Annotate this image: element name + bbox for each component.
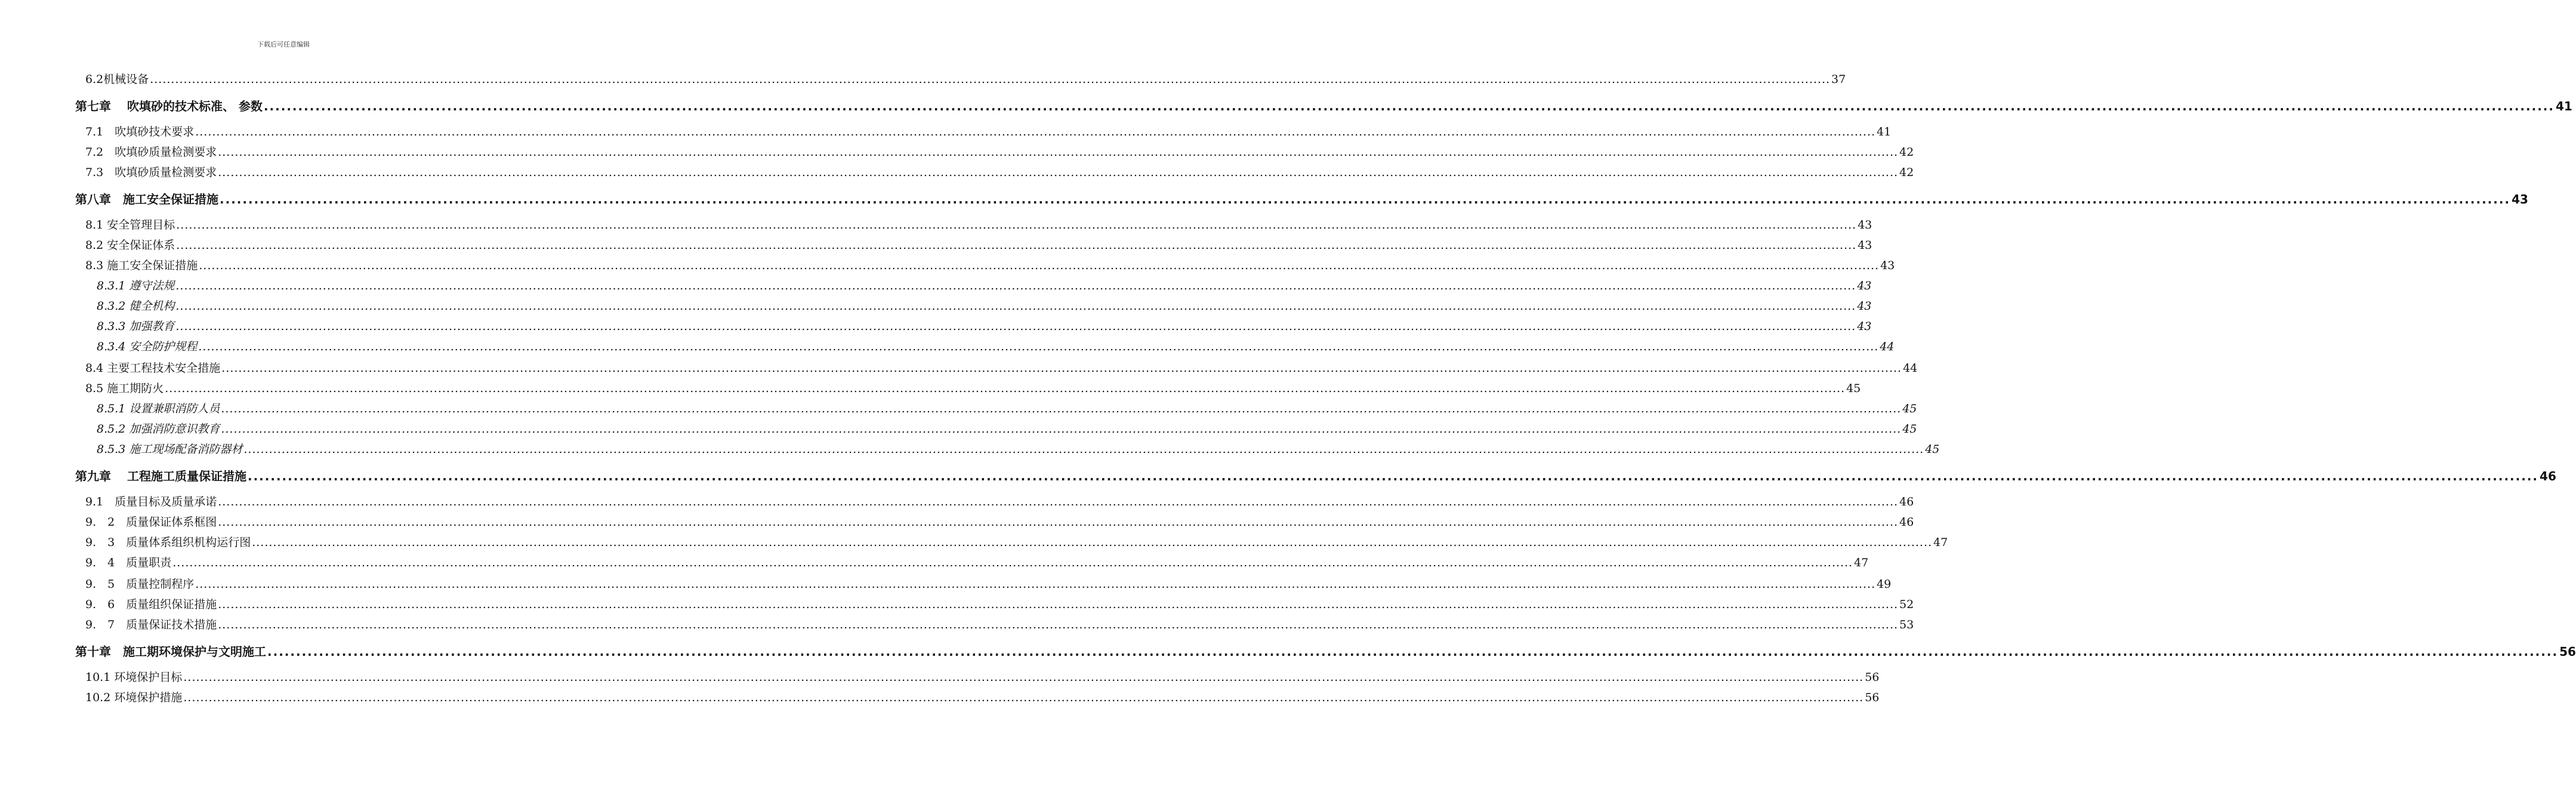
toc-subsection-entry[interactable] xyxy=(97,440,1940,456)
toc-section-entry[interactable] xyxy=(85,596,1914,612)
toc-entry-page-number: 56 xyxy=(2559,644,2576,659)
toc-entry-page-number: 42 xyxy=(1899,166,1914,179)
toc-subsection-entry[interactable] xyxy=(97,400,1917,416)
toc-entry-page-number: 43 xyxy=(1857,320,1872,333)
toc-subsection-entry[interactable] xyxy=(97,277,1872,293)
toc-entry-page-number: 43 xyxy=(1857,300,1872,313)
toc-dot-leader: ................................................................................................................................................................................................................................................................................................................................................................................................................ xyxy=(183,671,1864,684)
toc-section-entry[interactable] xyxy=(85,359,1918,375)
toc-entry-page-number: 43 xyxy=(1880,259,1895,272)
toc-entry-label: 9. 6 质量组织保证措施 xyxy=(85,598,217,611)
toc-entry-label: 10.1 环境保护目标 xyxy=(85,671,183,684)
toc-entry-label: 10.2 环境保护措施 xyxy=(85,691,183,704)
toc-entry-page-number: 46 xyxy=(2540,469,2556,483)
toc-dot-leader: ................................................................................................................................................................................................................................................................................................................................................................................................................ xyxy=(243,443,1924,456)
toc-section-entry[interactable] xyxy=(85,554,1869,570)
header-note: 下载后可任意编辑 xyxy=(257,41,310,48)
toc-entry-page-number: 45 xyxy=(1902,402,1917,415)
toc-entry-page-number: 47 xyxy=(1933,536,1948,549)
toc-dot-leader: ................................................................................................................................................................................................................................................................................................................................................................................................................ xyxy=(195,578,1876,591)
toc-entry-page-number: 45 xyxy=(1902,422,1917,436)
toc-section-entry[interactable] xyxy=(85,380,1861,396)
toc-dot-leader: ................................................................................................................................................................................................................................................................................................................................................................................................................ xyxy=(218,598,1899,611)
toc-entry-label: 第七章 吹填砂的技术标准、 参数 xyxy=(75,99,263,113)
toc-entry-page-number: 45 xyxy=(1846,382,1861,395)
toc-entry-page-number: 41 xyxy=(1877,125,1892,138)
toc-section-entry[interactable] xyxy=(85,123,1892,139)
toc-subsection-entry[interactable] xyxy=(97,317,1872,334)
toc-dot-leader: ................................................................................................................................................................................................................................................................................................................................................................................................................ xyxy=(221,402,1902,415)
toc-section-entry[interactable] xyxy=(85,143,1914,159)
toc-entry-page-number: 43 xyxy=(2512,192,2528,206)
toc-dot-leader: ................................................................................................................................................................................................................................................................................................................................................................................................................ xyxy=(175,300,1856,313)
toc-section-entry[interactable] xyxy=(85,257,1895,273)
toc-dot-leader: ................................................................................................................................................................................................................................................................................................................................................................................................................ xyxy=(195,125,1876,138)
toc-entry-page-number: 49 xyxy=(1877,578,1892,591)
toc-dot-leader: ................................................................................................................................................................................................................................................................................................................................................................................................................ xyxy=(199,259,1880,272)
toc-entry-label: 8.5 施工期防火 xyxy=(85,382,164,395)
toc-subsection-entry[interactable] xyxy=(97,297,1872,313)
toc-dot-leader: ................................................................................................................................................................................................................................................................................................................................................................................................................ xyxy=(218,166,1899,179)
toc-dot-leader: ................................................................................................................................................................................................................................................................................................................................................................................................................ xyxy=(175,279,1856,292)
toc-entry-label: 6.2机械设备 xyxy=(85,73,149,86)
toc-entry-page-number: 46 xyxy=(1899,495,1914,508)
toc-entry-label: 第十章 施工期环境保护与文明施工 xyxy=(75,644,266,659)
toc-section-entry[interactable] xyxy=(85,616,1914,632)
toc-entry-label: 8.3.2 健全机构 xyxy=(97,300,175,313)
toc-entry-label: 7.3 吹填砂质量检测要求 xyxy=(85,166,217,179)
toc-dot-leader: ................................................................................................................................................................................................................................................................................................................................................................................................................ xyxy=(252,536,1933,549)
toc-entry-label: 8.4 主要工程技术安全措施 xyxy=(85,362,221,375)
toc-chapter-entry[interactable] xyxy=(75,97,2572,114)
toc-dot-leader: ................................................................................................................................................................................................................................................................................................................................................................................................................ xyxy=(183,691,1864,704)
toc-entry-label: 8.2 安全保证体系 xyxy=(85,239,175,252)
toc-dot-leader: ................................................................................................................................................................................................................................................................................................................................................................................................................ xyxy=(175,320,1856,333)
toc-dot-leader: ................................................................................................................................................................................................................................................................................................................................................................................................................ xyxy=(218,146,1899,159)
toc-dot-leader: ................................................................................................................................................................................................................................................................................................................................................................................................................ xyxy=(176,239,1857,252)
toc-section-entry[interactable] xyxy=(85,668,1880,684)
toc-entry-label: 8.3.4 安全防护规程 xyxy=(97,340,198,353)
toc-entry-page-number: 53 xyxy=(1899,618,1914,631)
toc-dot-leader: ................................................................................................................................................................................................................................................................................................................................................................................................................ xyxy=(165,382,1846,395)
toc-chapter-entry[interactable] xyxy=(75,190,2528,207)
toc-section-entry[interactable] xyxy=(85,513,1914,529)
toc-entry-page-number: 43 xyxy=(1858,218,1872,232)
toc-section-entry[interactable] xyxy=(85,236,1872,252)
toc-entry-page-number: 45 xyxy=(1925,443,1940,456)
toc-entry-page-number: 43 xyxy=(1858,239,1872,252)
toc-dot-leader: ................................................................................................................................................................................................................................................................................................................................................................................................................ xyxy=(172,556,1853,569)
toc-section-entry[interactable] xyxy=(85,70,1846,87)
toc-section-entry[interactable] xyxy=(85,689,1880,705)
toc-entry-page-number: 44 xyxy=(1903,362,1918,375)
toc-entry-label: 9. 4 质量职责 xyxy=(85,556,172,569)
toc-chapter-entry[interactable] xyxy=(75,642,2576,659)
toc-dot-leader: ................................................................................................................................................................................................................................................................................................................................................................................................................ xyxy=(218,516,1899,529)
toc-dot-leader: ................................................................................................................................................................................................................................................................................................................................................................................................................ xyxy=(176,218,1857,232)
toc-dot-leader: ................................................................................................................................................................................................................................................................................................................................................................................................................ xyxy=(218,495,1899,508)
toc-subsection-entry[interactable] xyxy=(97,420,1917,436)
toc-dot-leader: ................................................................................................................................................................................................................................................................................................................................................................................................................ xyxy=(263,99,2555,113)
toc-entry-label: 8.5.2 加强消防意识教育 xyxy=(97,422,220,436)
toc-dot-leader: ................................................................................................................................................................................................................................................................................................................................................................................................................ xyxy=(218,618,1899,631)
toc-entry-page-number: 42 xyxy=(1899,146,1914,159)
toc-entry-label: 9. 7 质量保证技术措施 xyxy=(85,618,217,631)
toc-dot-leader: ................................................................................................................................................................................................................................................................................................................................................................................................................ xyxy=(198,340,1879,353)
toc-entry-label: 8.3 施工安全保证措施 xyxy=(85,259,198,272)
toc-entry-label: 第八章 施工安全保证措施 xyxy=(75,192,218,206)
toc-section-entry[interactable] xyxy=(85,493,1914,509)
toc-entry-label: 8.5.3 施工现场配备消防器材 xyxy=(97,443,243,456)
toc-dot-leader: ................................................................................................................................................................................................................................................................................................................................................................................................................ xyxy=(220,192,2511,206)
toc-dot-leader: ................................................................................................................................................................................................................................................................................................................................................................................................................ xyxy=(221,362,1902,375)
toc-subsection-entry[interactable] xyxy=(97,338,1895,354)
toc-entry-page-number: 43 xyxy=(1857,279,1872,292)
toc-section-entry[interactable] xyxy=(85,216,1872,232)
toc-entry-label: 8.1 安全管理目标 xyxy=(85,218,175,232)
toc-entry-page-number: 56 xyxy=(1865,671,1880,684)
toc-entry-page-number: 44 xyxy=(1880,340,1895,353)
toc-chapter-entry[interactable] xyxy=(75,467,2556,484)
toc-dot-leader: ................................................................................................................................................................................................................................................................................................................................................................................................................ xyxy=(267,644,2559,659)
toc-entry-page-number: 46 xyxy=(1899,516,1914,529)
toc-entry-page-number: 52 xyxy=(1899,598,1914,611)
toc-entry-label: 9. 5 质量控制程序 xyxy=(85,578,195,591)
toc-section-entry[interactable] xyxy=(85,575,1892,591)
toc-entry-label: 9.1 质量目标及质量承诺 xyxy=(85,495,217,508)
toc-section-entry[interactable] xyxy=(85,533,1948,550)
toc-entry-label: 7.1 吹填砂技术要求 xyxy=(85,125,195,138)
toc-entry-label: 第九章 工程施工质量保证措施 xyxy=(75,469,246,483)
toc-dot-leader: ................................................................................................................................................................................................................................................................................................................................................................................................................ xyxy=(221,422,1902,436)
toc-entry-label: 8.3.3 加强教育 xyxy=(97,320,175,333)
toc-entry-page-number: 47 xyxy=(1854,556,1869,569)
toc-section-entry[interactable] xyxy=(85,164,1914,180)
toc-entry-label: 9. 3 质量体系组织机构运行图 xyxy=(85,536,251,549)
toc-dot-leader: ................................................................................................................................................................................................................................................................................................................................................................................................................ xyxy=(247,469,2539,483)
toc-entry-label: 7.2 吹填砂质量检测要求 xyxy=(85,146,217,159)
toc-dot-leader: ................................................................................................................................................................................................................................................................................................................................................................................................................ xyxy=(150,73,1831,86)
toc-entry-label: 8.5.1 设置兼职消防人员 xyxy=(97,402,220,415)
toc-entry-page-number: 37 xyxy=(1831,73,1846,86)
toc-entry-label: 8.3.1 遵守法规 xyxy=(97,279,175,292)
toc-entry-page-number: 56 xyxy=(1865,691,1880,704)
toc-entry-page-number: 41 xyxy=(2556,99,2572,113)
toc-entry-label: 9. 2 质量保证体系框图 xyxy=(85,516,217,529)
